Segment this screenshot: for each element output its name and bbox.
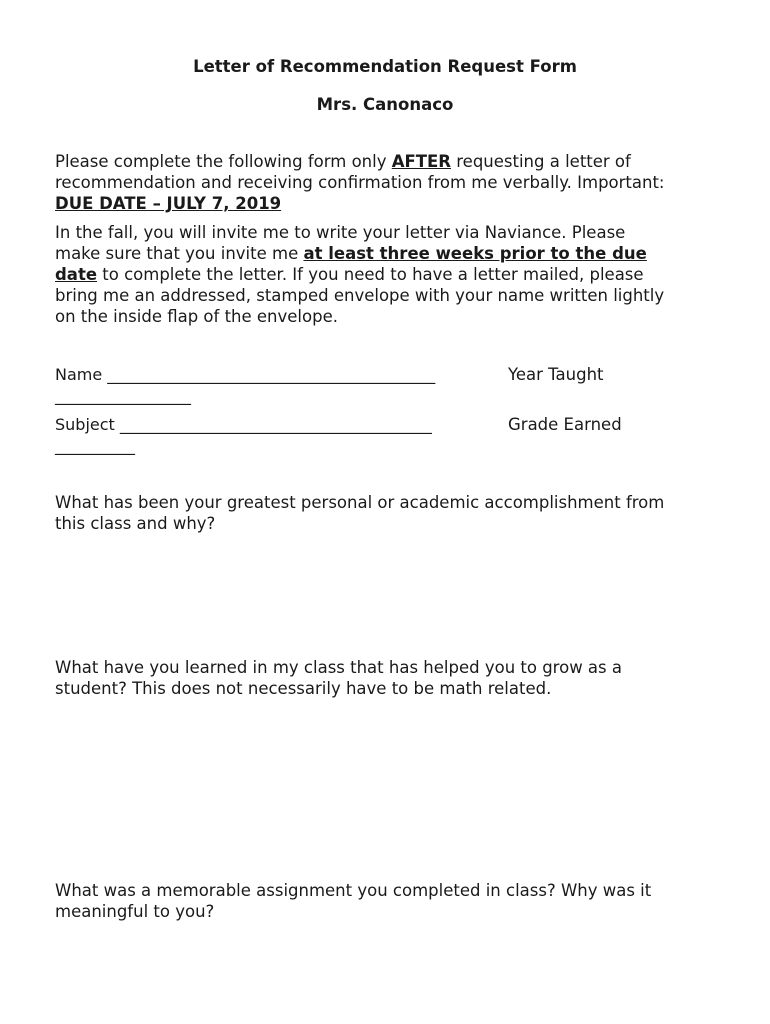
deadline-emphasis: at least three weeks prior to the due [303, 244, 647, 263]
question-1-line-1: What has been your greatest personal or academic accomplishment from [55, 493, 665, 512]
question-3-line-2: meaningful to you? [55, 902, 215, 921]
page-title: Letter of Recommendation Request Form [193, 57, 577, 76]
subject-field-overflow: __________ [55, 436, 135, 455]
instructions-line-4: bring me an addressed, stamped envelope with your name written lightly [55, 286, 665, 305]
after-emphasis: AFTER [391, 152, 451, 171]
question-1-line-2: this class and why? [55, 514, 216, 533]
instructions-line-3: date to complete the letter. If you need to have a letter mailed, please [55, 265, 644, 284]
year-taught-label[interactable]: Year Taught [508, 365, 604, 384]
instructions-line-1: In the fall, you will invite me to write your letter via Naviance. Please [55, 223, 626, 242]
teacher-name: Mrs. Canonaco [316, 95, 454, 114]
name-field[interactable]: Name _________________________________________ [55, 365, 436, 384]
due-date: DUE DATE – JULY 7, 2019 [55, 194, 282, 213]
instructions-line-5: on the inside flap of the envelope. [55, 307, 338, 326]
intro-line-2: recommendation and receiving confirmation from me verbally. Important: [55, 173, 665, 192]
question-3-line-1: What was a memorable assignment you completed in class? Why was it [55, 881, 652, 900]
name-field-overflow: _________________ [55, 386, 191, 405]
question-2-line-2: student? This does not necessarily have to be math related. [55, 679, 552, 698]
grade-earned-label[interactable]: Grade Earned [508, 415, 622, 434]
instructions-line-2: make sure that you invite me at least three weeks prior to the due [55, 244, 647, 263]
intro-line-1: Please complete the following form only AFTER requesting a letter of [55, 152, 631, 171]
question-2-line-1: What have you learned in my class that has helped you to grow as a [55, 658, 622, 677]
subject-field[interactable]: Subject _______________________________________ [55, 415, 432, 434]
